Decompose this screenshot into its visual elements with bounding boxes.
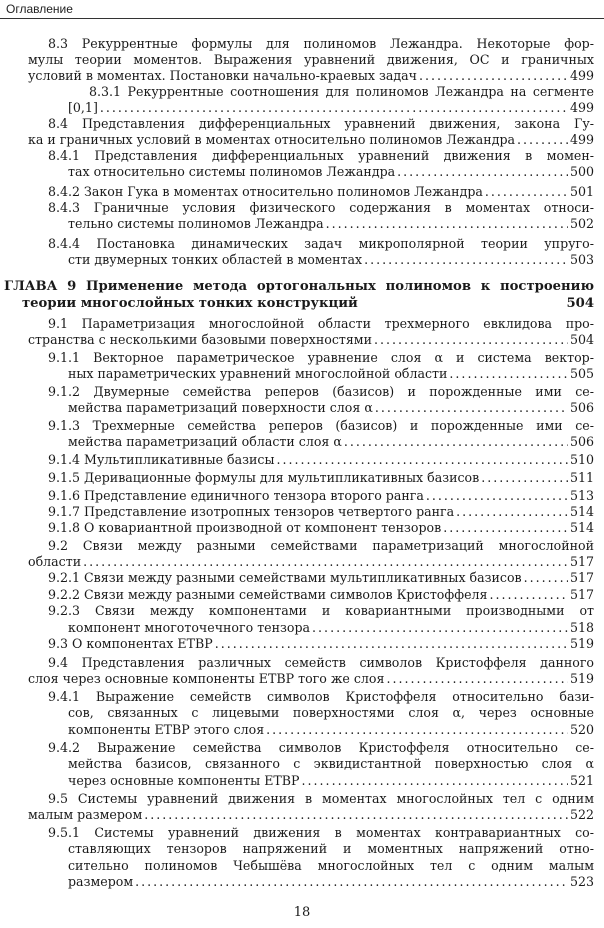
toc-entry-line-last	[68, 874, 594, 890]
toc-entry-line-last	[68, 620, 594, 636]
toc-entry-line-last	[68, 434, 594, 450]
toc-entry-text: тельно системы полиномов Лежандра	[68, 216, 324, 231]
toc-leader-dots	[443, 520, 568, 536]
toc-entry-line: ставляющих тензоров напряжений и моментных напряжений отно-	[68, 841, 594, 856]
toc-entry-text: мейства параметризаций области слоя α	[68, 434, 342, 449]
toc-entry-text: 9.1.7 Представление изотропных тензоров четвертого ранга	[48, 504, 455, 519]
toc-leader-dots	[302, 773, 568, 789]
toc-page-number: 499	[569, 132, 594, 147]
toc-entry-line: 9.1 Параметризация многослойной области трехмерного евклидова про-	[48, 316, 594, 331]
toc-page-number: 517	[569, 554, 594, 569]
toc-page-number: 504	[569, 332, 594, 347]
toc-entry-text: 9.3 О компонентах ЕТВР	[48, 636, 213, 651]
toc-entry-line-last	[48, 470, 594, 486]
toc-entry-line-last	[68, 722, 594, 738]
toc-entry-line: 9.4.1 Выражение семейств символов Кристоффеля относительно бази-	[48, 689, 594, 704]
toc-entry-line-last	[68, 773, 594, 789]
toc-leader-dots	[144, 807, 568, 823]
toc-entry-text: [0,1]	[68, 100, 98, 115]
toc-entry-text: через основные компоненты ЕТВР	[68, 773, 300, 788]
toc-leader-dots	[215, 636, 568, 652]
toc-entry-line: мулы теории моментов. Выражения уравнений движения, ОС и граничных	[28, 52, 594, 67]
toc-entry-text: слоя через основные компоненты ЕТВР того же слоя	[28, 671, 385, 686]
toc-entry-line: 9.2.3 Связи между компонентами и ковариантными производными от	[48, 603, 594, 618]
toc-page-number: 506	[569, 434, 594, 449]
toc-entry-line-last	[28, 671, 594, 687]
toc-entry-text: компоненты ЕТВР этого слоя	[68, 722, 265, 737]
toc-leader-dots	[266, 722, 568, 738]
toc-entry-text: условий в моментах. Постановки начально-краевых задач	[28, 68, 417, 83]
toc-entry-line-last	[68, 252, 594, 268]
toc-entry-line-last	[28, 68, 594, 84]
toc-leader-dots	[100, 100, 568, 116]
toc-leader-dots	[485, 184, 568, 200]
toc-page-number: 504	[566, 296, 594, 311]
toc-page-number: 502	[569, 216, 594, 231]
toc-entry-line-last	[48, 570, 594, 586]
header-title: Оглавление	[6, 2, 73, 16]
toc-leader-dots	[449, 366, 568, 382]
toc-page-number: 519	[569, 671, 594, 686]
toc-page-number: 521	[569, 773, 594, 788]
toc-page-number: 511	[569, 470, 594, 485]
toc-entry-text: ка и граничных условий в моментах относительно полиномов Лежандра	[28, 132, 516, 147]
toc-page-number: 518	[569, 620, 594, 635]
toc-entry-text: размером	[68, 874, 134, 889]
toc-page-number: 523	[569, 874, 594, 889]
toc-entry-line-last	[48, 452, 594, 468]
toc-entry-line-last	[68, 164, 594, 180]
toc-page-number: 517	[569, 587, 594, 602]
page-number: 18	[293, 905, 311, 920]
toc-entry-line-last	[28, 332, 594, 348]
toc-leader-dots	[517, 132, 568, 148]
toc-entry-line-last	[28, 554, 594, 570]
toc-page-number: 520	[569, 722, 594, 737]
toc-leader-dots	[490, 587, 568, 603]
toc-entry-text: теории многослойных тонких конструкций	[22, 296, 358, 311]
toc-entry-text: 9.2.2 Связи между разными семействами символов Кристоффеля	[48, 587, 488, 602]
toc-page-number: 510	[569, 452, 594, 467]
toc-page-number: 501	[569, 184, 594, 199]
toc-entry-line: 9.5.1 Системы уравнений движения в моментах контравариантных со-	[48, 825, 594, 840]
toc-leader-dots	[277, 452, 568, 468]
toc-entry-line-last	[48, 504, 594, 520]
toc-page-number: 522	[569, 807, 594, 822]
toc-entry-text: компонент многоточечного тензора	[68, 620, 311, 635]
toc-entry-text: сти двумерных тонких областей в моментах	[68, 252, 363, 267]
toc-entry-line: 8.3.1 Рекуррентные соотношения для полиномов Лежандра на сегменте	[89, 84, 594, 99]
toc-entry-line: 8.4 Представления дифференциальных уравнений движения, закона Гу-	[48, 116, 594, 131]
toc-entry-line-last	[68, 216, 594, 232]
toc-entry-line: 9.1.1 Векторное параметрическое уравнение слоя α и система вектор-	[48, 350, 594, 365]
toc-entry-text: 9.1.6 Представление единичного тензора второго ранга	[48, 488, 424, 503]
toc-entry-line-last	[48, 488, 594, 504]
toc-page-number: 514	[569, 520, 594, 535]
toc-leader-dots	[524, 570, 568, 586]
toc-entry-line-last	[48, 636, 594, 652]
toc-entry-text: 9.2.1 Связи между разными семействами мультипликативных базисов	[48, 570, 522, 585]
toc-entry-line: ГЛАВА 9 Применение метода ортогональных полиномов к построению	[4, 279, 594, 294]
toc-leader-dots	[481, 470, 568, 486]
toc-entry-line: 9.1.2 Двумерные семейства реперов (базисов) и порожденные ими се-	[48, 384, 594, 399]
toc-leader-dots	[419, 68, 568, 84]
toc-entry-line: 9.5 Системы уравнений движения в моментах многослойных тел с одним	[48, 791, 594, 806]
toc-entry-line: сительно полиномов Чебышёва многослойных тел с одним малым	[68, 858, 594, 873]
toc-entry-line-last	[68, 100, 594, 116]
toc-entry-text: 9.1.5 Деривационные формулы для мультипликативных базисов	[48, 470, 480, 485]
toc-leader-dots	[344, 434, 568, 450]
toc-leader-dots	[326, 216, 568, 232]
toc-entry-line: 9.4 Представления различных семейств символов Кристоффеля данного	[48, 655, 594, 670]
toc-page-number: 519	[569, 636, 594, 651]
toc-leader-dots	[135, 874, 568, 890]
toc-leader-dots	[456, 504, 568, 520]
toc-page-number: 506	[569, 400, 594, 415]
toc-entry-text: 9.1.4 Мультипликативные базисы	[48, 452, 275, 467]
toc-entry-line-last	[28, 132, 594, 148]
toc-page-number: 513	[569, 488, 594, 503]
toc-entry-line-last	[22, 296, 594, 312]
toc-entry-line: 8.3 Рекуррентные формулы для полиномов Лежандра. Некоторые фор-	[48, 36, 594, 51]
toc-leader-dots	[374, 332, 568, 348]
toc-entry-line: мейства базисов, связанного с эквидистантной поверхностью слоя α	[68, 756, 594, 771]
toc-page-number: 499	[569, 68, 594, 83]
toc-entry-text: мейства параметризаций поверхности слоя α	[68, 400, 373, 415]
toc-entry-line-last	[48, 184, 594, 200]
toc-entry-line-last	[48, 587, 594, 603]
toc-entry-line-last	[28, 807, 594, 823]
toc-entry-line-last	[68, 400, 594, 416]
toc-entry-text: странства с несколькими базовыми поверхностями	[28, 332, 372, 347]
toc-leader-dots	[364, 252, 568, 268]
toc-entry-line: 8.4.4 Постановка динамических задач микрополярной теории упруго-	[48, 236, 594, 251]
toc-leader-dots	[83, 554, 568, 570]
toc-page-number: 503	[569, 252, 594, 267]
toc-entry-text: 9.1.8 О ковариантной производной от компонент тензоров	[48, 520, 442, 535]
toc-entry-text: тах относительно системы полиномов Лежандра	[68, 164, 396, 179]
toc-leader-dots	[312, 620, 568, 636]
toc-entry-line: 9.1.3 Трехмерные семейства реперов (базисов) и порожденные ими се-	[48, 418, 594, 433]
toc-entry-text: 8.4.2 Закон Гука в моментах относительно полиномов Лежандра	[48, 184, 483, 199]
toc-entry-line: 8.4.1 Представления дифференциальных уравнений движения в момен-	[48, 148, 594, 163]
toc-leader-dots	[375, 400, 568, 416]
toc-page-number: 500	[569, 164, 594, 179]
toc-entry-line: 9.4.2 Выражение семейства символов Кристоффеля относительно се-	[48, 740, 594, 755]
toc-entry-line-last	[48, 520, 594, 536]
toc-entry-line: 9.2 Связи между разными семействами параметризаций многослойной	[48, 538, 594, 553]
toc-page-number: 514	[569, 504, 594, 519]
toc-entry-text: малым размером	[28, 807, 143, 822]
toc-entry-text: области	[28, 554, 82, 569]
toc-entry-text: ных параметрических уравнений многослойной области	[68, 366, 448, 381]
toc-page-number: 517	[569, 570, 594, 585]
toc-leader-dots	[426, 488, 568, 504]
toc-entry-line: 8.4.3 Граничные условия физического содержания в моментах относи-	[48, 200, 594, 215]
toc-leader-dots	[397, 164, 568, 180]
toc-entry-line-last	[68, 366, 594, 382]
toc-page-number: 505	[569, 366, 594, 381]
toc-entry-line: сов, связанных с лицевыми поверхностями слоя α, через основные	[68, 705, 594, 720]
toc-leader-dots	[386, 671, 567, 687]
toc-page-number: 499	[569, 100, 594, 115]
